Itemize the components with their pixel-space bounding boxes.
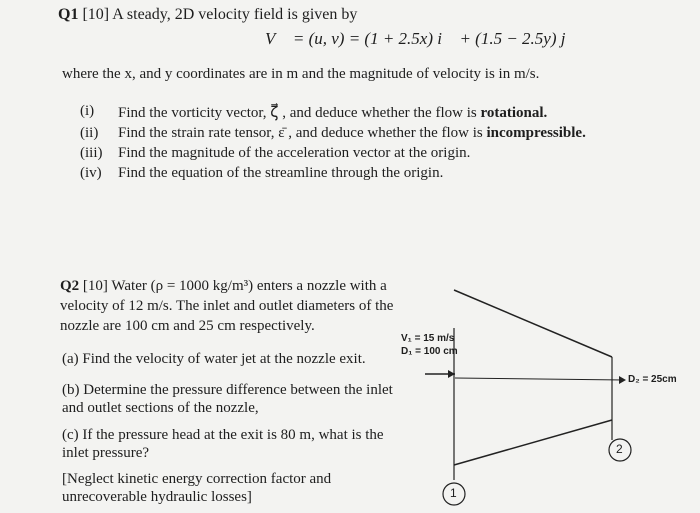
item-bold: incompressible.	[486, 125, 586, 141]
item-number: (ii)	[80, 125, 99, 141]
nozzle-bottom-wall	[454, 420, 612, 465]
q2-marks: [10]	[82, 278, 108, 294]
item-number: (iv)	[80, 165, 102, 181]
q2-part-b: (b) Determine the pressure difference between the inlet and outlet sections of the nozzle,	[62, 382, 393, 416]
q1-where-text: where the x, and y coordinates are in m and the magnitude of velocity is in m/s.	[62, 66, 540, 82]
section-2-number: 2	[616, 442, 623, 456]
item-bold: rotational.	[480, 105, 548, 121]
q2-part-c: (c) If the pressure head at the exit is 80 m, what is the inlet pressure?	[62, 427, 384, 461]
section-1-number: 1	[450, 486, 457, 500]
d1-label: D₁ = 100 cm	[401, 346, 458, 357]
q1-number: Q1	[58, 6, 79, 23]
q2-note: [Neglect kinetic energy correction factor and unrecoverable hydraulic losses]	[62, 471, 332, 505]
v1-label: V₁ = 15 m/s	[401, 333, 455, 344]
centerline	[455, 378, 624, 380]
item-text: Find the magnitude of the acceleration vector at the origin.	[118, 145, 471, 161]
item-text: Find the vorticity vector, ζ⃗ , and deduce whether the flow is	[118, 105, 481, 121]
q2-intro: Water (ρ = 1000 kg/m³) enters a nozzle with a velocity of 12 m/s. The inlet and outlet diameters of the nozzle are 100 cm and 25 cm respectively.	[60, 278, 394, 334]
item-text: Find the strain rate tensor, ε̄ , and deduce whether the flow is	[118, 125, 487, 141]
item-number: (i)	[80, 103, 95, 119]
q1-marks: [10]	[82, 6, 110, 23]
velocity-equation: V⃗ = (u, v) = (1 + 2.5x) i⃗ + (1.5 − 2.5y) j⃗	[265, 29, 579, 48]
item-text: Find the equation of the streamline through the origin.	[118, 165, 444, 181]
q2-part-a: (a) Find the velocity of water jet at the nozzle exit.	[62, 351, 366, 367]
outlet-arrowhead	[619, 376, 626, 384]
item-number: (iii)	[80, 145, 103, 161]
d2-label: D₂ = 25cm	[628, 374, 677, 385]
q1-intro: A steady, 2D velocity field is given by	[112, 6, 358, 23]
nozzle-top-wall	[454, 290, 612, 357]
q2-number: Q2	[60, 278, 80, 294]
